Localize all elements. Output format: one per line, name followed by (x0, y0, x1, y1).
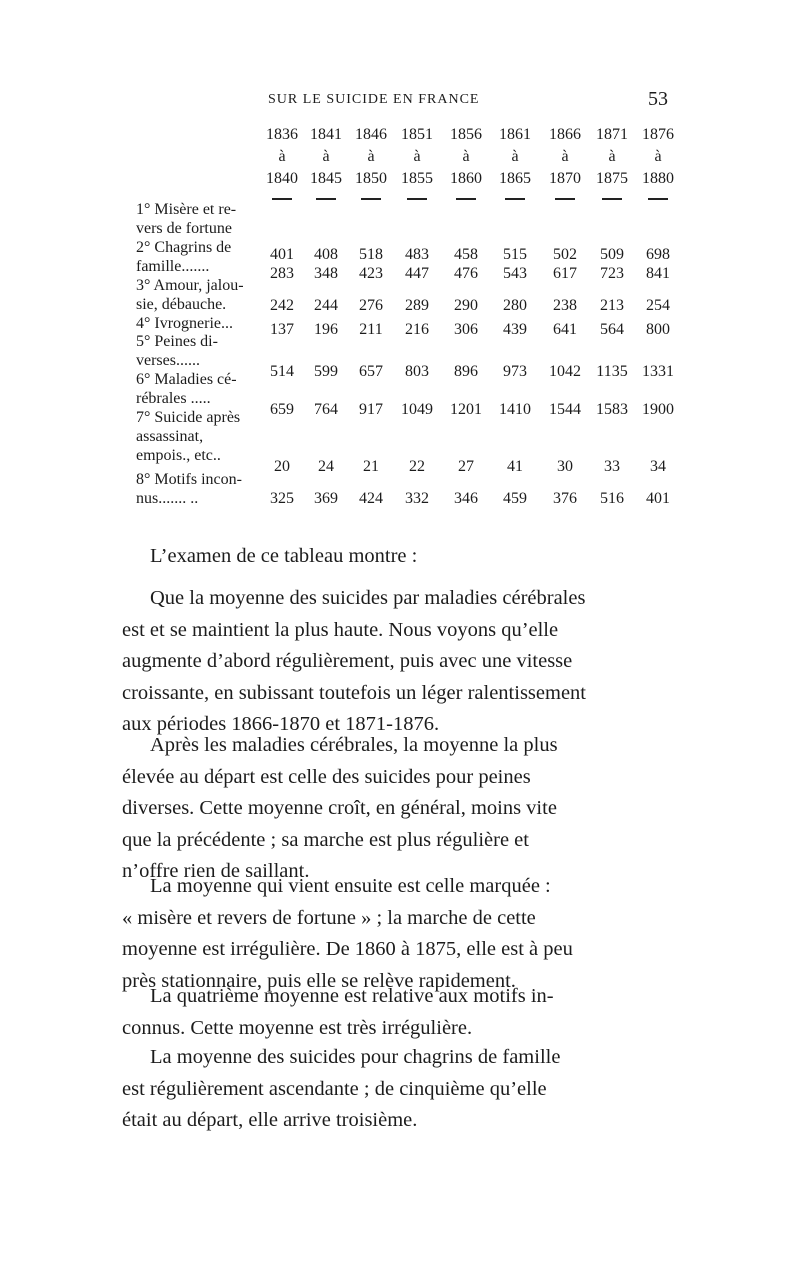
table-cell: 447 (405, 265, 429, 282)
table-cell: 659 (270, 401, 294, 418)
table-cell: 369 (314, 490, 338, 507)
paragraph-line: La moyenne qui vient ensuite est celle marquée : (150, 875, 551, 897)
table-cell: 20 (274, 458, 290, 475)
table-cell: 401 (270, 246, 294, 263)
table-cell: 34 (650, 458, 666, 475)
period-to-word: à (367, 148, 375, 165)
paragraph-line: aux périodes 1866-1870 et 1871-1876. (122, 713, 440, 735)
table-cell: 424 (359, 490, 383, 507)
period-to: 1880 (642, 170, 674, 187)
period-from: 1876 (642, 126, 674, 143)
table-cell: 423 (359, 265, 383, 282)
table-cell: 1201 (450, 401, 482, 418)
row-label-line: empois., etc.. (136, 447, 221, 464)
table-cell: 289 (405, 297, 429, 314)
table-cell: 502 (553, 246, 577, 263)
period-to-word: à (511, 148, 519, 165)
period-from: 1851 (401, 126, 433, 143)
paragraph-line: La quatrième moyenne est relative aux motifs in- (150, 985, 554, 1007)
row-label-line: 3° Amour, jalou- (136, 277, 244, 294)
table-cell: 242 (270, 297, 294, 314)
period-from: 1846 (355, 126, 387, 143)
dash-divider (361, 198, 381, 200)
row-label-line: 4° Ivrognerie... (136, 315, 234, 332)
table-cell: 238 (553, 297, 577, 314)
table-cell: 515 (503, 246, 527, 263)
period-to-word: à (278, 148, 286, 165)
table-cell: 543 (503, 265, 527, 282)
period-from: 1866 (549, 126, 581, 143)
paragraph-line: augmente d’abord régulièrement, puis avec une vitesse (122, 650, 573, 672)
period-to: 1860 (450, 170, 482, 187)
dash-divider (555, 198, 575, 200)
period-from: 1861 (499, 126, 531, 143)
period-to: 1840 (266, 170, 298, 187)
table-cell: 346 (454, 490, 478, 507)
dash-divider (316, 198, 336, 200)
period-header (259, 124, 305, 200)
period-to-word: à (654, 148, 662, 165)
paragraph-line: élevée au départ est celle des suicides pour peines (122, 765, 531, 788)
table-cell: 376 (553, 490, 577, 507)
table-cell: 24 (318, 458, 334, 475)
paragraph-line: croissante, en subissant toutefois un léger ralentissement (122, 681, 586, 704)
table-cell: 698 (646, 246, 670, 263)
paragraph-line: était au départ, elle arrive troisième. (122, 1109, 418, 1131)
period-to-word: à (608, 148, 616, 165)
paragraph-line: Que la moyenne des suicides par maladies cérébrales (150, 587, 586, 609)
page-number: 53 (648, 88, 668, 110)
table-cell: 764 (314, 401, 338, 418)
table-cell: 254 (646, 297, 670, 314)
dash-divider (648, 198, 668, 200)
period-from: 1856 (450, 126, 482, 143)
table-cell: 348 (314, 265, 338, 282)
row-label-line: sie, débauche. (136, 296, 227, 313)
paragraph (122, 730, 673, 888)
period-to-word: à (322, 148, 330, 165)
table-cell: 1135 (596, 363, 628, 380)
paragraph (122, 981, 673, 1044)
table-cell: 283 (270, 265, 294, 282)
row-label-line: 6° Maladies cé- (136, 371, 237, 388)
table-cell: 514 (270, 363, 294, 380)
table-cell: 803 (405, 363, 429, 380)
row-label (136, 200, 306, 238)
table-cell: 213 (600, 297, 624, 314)
period-header (394, 124, 440, 200)
period-header (303, 124, 349, 200)
table-cell: 1331 (642, 363, 674, 380)
row-label-line: nus....... .. (136, 490, 199, 507)
table-cell: 509 (600, 246, 624, 263)
table-cell: 1410 (499, 401, 531, 418)
table-cell: 459 (503, 490, 527, 507)
paragraph (122, 871, 673, 997)
period-to-word: à (413, 148, 421, 165)
table-cell: 518 (359, 246, 383, 263)
table-cell: 244 (314, 297, 338, 314)
row-label-line: 8° Motifs incon- (136, 471, 242, 488)
table-cell: 1544 (549, 401, 581, 418)
period-to-word: à (561, 148, 569, 165)
period-to: 1865 (499, 170, 531, 187)
row-label-line: rébrales ..... (136, 390, 211, 407)
period-to-word: à (462, 148, 470, 165)
table-cell: 841 (646, 265, 670, 282)
table-cell: 27 (458, 458, 474, 475)
row-label-line: assassinat, (136, 428, 204, 445)
table-cell: 401 (646, 490, 670, 507)
paragraph-line: « misère et revers de fortune » ; la marche de cette (122, 906, 536, 929)
table-cell: 290 (454, 297, 478, 314)
period-to: 1845 (310, 170, 342, 187)
table-cell: 641 (553, 321, 577, 338)
row-label (136, 408, 306, 465)
paragraph-line: connus. Cette moyenne est très irrégulière. (122, 1016, 473, 1039)
table-cell: 276 (359, 297, 383, 314)
table-cell: 973 (503, 363, 527, 380)
table-cell: 896 (454, 363, 478, 380)
table-cell: 21 (363, 458, 379, 475)
row-label-line: vers de fortune (136, 220, 232, 237)
paragraph-line: La moyenne des suicides pour chagrins de famille (150, 1046, 561, 1068)
period-from: 1836 (266, 126, 298, 143)
row-label-line: verses...... (136, 352, 200, 369)
table-cell: 483 (405, 246, 429, 263)
table-cell: 723 (600, 265, 624, 282)
table-cell: 196 (314, 321, 338, 338)
period-from: 1841 (310, 126, 342, 143)
dash-divider (456, 198, 476, 200)
table-cell: 211 (359, 321, 383, 338)
table-cell: 280 (503, 297, 527, 314)
table-cell: 917 (359, 401, 383, 418)
intro-line: L’examen de ce tableau montre : (150, 545, 418, 567)
table-cell: 1900 (642, 401, 674, 418)
table-cell: 216 (405, 321, 429, 338)
table-cell: 599 (314, 363, 338, 380)
table-cell: 30 (557, 458, 573, 475)
row-label-line: 5° Peines di- (136, 333, 218, 350)
paragraph (122, 1042, 673, 1137)
period-to: 1870 (549, 170, 581, 187)
period-to: 1875 (596, 170, 628, 187)
paragraph-line: Après les maladies cérébrales, la moyenne la plus (150, 734, 558, 756)
table-cell: 137 (270, 321, 294, 338)
table-cell: 332 (405, 490, 429, 507)
table-cell: 1049 (401, 401, 433, 418)
period-header (589, 124, 635, 200)
row-label-line: 1° Misère et re- (136, 201, 237, 218)
running-head: SUR LE SUICIDE EN FRANCE (268, 92, 480, 107)
period-to: 1850 (355, 170, 387, 187)
table-cell: 564 (600, 321, 624, 338)
period-from: 1871 (596, 126, 628, 143)
period-header (542, 124, 588, 200)
table-cell: 306 (454, 321, 478, 338)
paragraph-line: est régulièrement ascendante ; de cinquième qu’elle (122, 1077, 547, 1100)
table-cell: 458 (454, 246, 478, 263)
table-cell: 1042 (549, 363, 581, 380)
row-label-line: famille....... (136, 258, 210, 275)
period-header (443, 124, 489, 200)
table-cell: 22 (409, 458, 425, 475)
table-cell: 33 (604, 458, 620, 475)
period-to: 1855 (401, 170, 433, 187)
dash-divider (505, 198, 525, 200)
paragraph-line: n’offre rien de saillant. (122, 860, 310, 882)
table-cell: 800 (646, 321, 670, 338)
table-cell: 408 (314, 246, 338, 263)
paragraph-line: que la précédente ; sa marche est plus régulière et (122, 828, 529, 851)
paragraph-line: est et se maintient la plus haute. Nous voyons qu’elle (122, 618, 559, 641)
dash-divider (602, 198, 622, 200)
table-cell: 657 (359, 363, 383, 380)
table-cell: 41 (507, 458, 523, 475)
table-cell: 325 (270, 490, 294, 507)
row-label-line: 7° Suicide après (136, 409, 241, 426)
paragraph-line: près stationnaire, puis elle se relève rapidement. (122, 969, 516, 992)
period-header (492, 124, 538, 200)
period-header (635, 124, 681, 200)
table-cell: 617 (553, 265, 577, 282)
dash-divider (407, 198, 427, 200)
table-cell: 439 (503, 321, 527, 338)
table-cell: 1583 (596, 401, 628, 418)
period-header (348, 124, 394, 200)
table-cell: 516 (600, 490, 624, 507)
paragraph-line: diverses. Cette moyenne croît, en général, moins vite (122, 797, 557, 819)
paragraph-line: moyenne est irrégulière. De 1860 à 1875, elle est à peu (122, 938, 573, 960)
table-cell: 476 (454, 265, 478, 282)
paragraph (122, 583, 673, 741)
row-label-line: 2° Chagrins de (136, 239, 232, 256)
